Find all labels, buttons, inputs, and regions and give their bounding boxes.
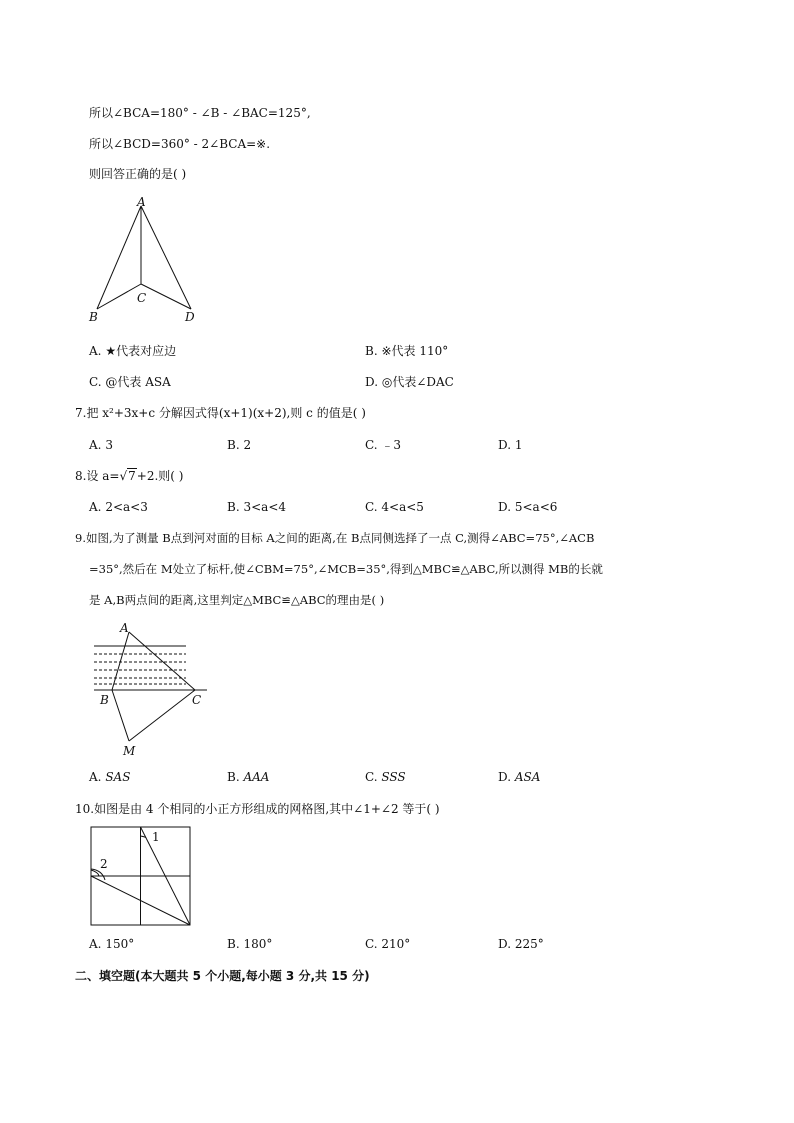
- option-letter: C.: [365, 500, 378, 514]
- q9-label-C: C: [192, 693, 202, 707]
- option-text: 210°: [381, 937, 411, 951]
- q7-option-d: [498, 437, 522, 453]
- q7-option-a: [89, 437, 113, 453]
- option-letter: A.: [89, 937, 102, 951]
- q9-label-M: M: [123, 744, 136, 758]
- q9-option-b: [227, 769, 269, 785]
- option-text: 150°: [105, 937, 135, 951]
- option-text: ◎代表∠DAC: [381, 375, 454, 389]
- q6-option-c: [89, 374, 171, 390]
- q9-label-B: B: [100, 693, 109, 707]
- question-8-stem: [75, 468, 183, 484]
- q9-option-c: [365, 769, 406, 785]
- question-9-stem-line-1: 9.如图,为了测量 B点到河对面的目标 A之间的距离,在 B点同侧选择了一点 C,测得∠ABC=75°,∠ACB: [75, 531, 595, 545]
- q10-angle-1-label: 1: [152, 830, 160, 844]
- q8-stem-suffix: +2.则( ): [136, 469, 184, 483]
- q6-option-a: [89, 343, 176, 359]
- q8-option-c: [365, 499, 424, 515]
- option-text: AAA: [243, 770, 270, 784]
- option-text: @代表 ASA: [105, 375, 171, 389]
- option-text: 3<a<4: [243, 500, 287, 514]
- proof-line-1: 所以∠BCA=180° - ∠B - ∠BAC=125°,: [89, 106, 311, 120]
- option-text: 180°: [243, 937, 273, 951]
- q9-label-A: A: [120, 621, 129, 635]
- option-letter: C.: [365, 438, 378, 452]
- question-6-prompt: 则回答正确的是( ): [89, 167, 187, 181]
- question-9-stem-line-2: =35°,然后在 M处立了标杆,使∠CBM=75°,∠MCB=35°,得到△MBC≌△ABC,所以测得 MB的长就: [89, 562, 603, 576]
- q8-radicand: 7: [128, 469, 136, 483]
- option-letter: D.: [365, 375, 379, 389]
- question-7-stem: 7.把 x²+3x+c 分解因式得(x+1)(x+2),则 c 的值是( ): [75, 406, 366, 420]
- proof-line-2: 所以∠BCD=360° - 2∠BCA=※.: [89, 137, 271, 151]
- q10-option-a: [89, 936, 134, 952]
- q10-option-d: [498, 936, 544, 952]
- question-9-stem-line-3: 是 A,B两点间的距离,这里判定△MBC≌△ABC的理由是( ): [89, 593, 385, 607]
- sqrt-sign: √: [119, 469, 128, 483]
- option-letter: A.: [89, 500, 102, 514]
- option-text: ﹣3: [381, 438, 402, 452]
- option-letter: C.: [365, 937, 378, 951]
- option-letter: B.: [227, 770, 240, 784]
- q10-option-b: [227, 936, 272, 952]
- option-text: SSS: [381, 770, 406, 784]
- q6-label-B: B: [89, 310, 98, 324]
- q10-option-c: [365, 936, 410, 952]
- q6-figure: [88, 196, 208, 326]
- q8-option-d: [498, 499, 557, 515]
- q9-option-a: [89, 769, 130, 785]
- question-10-stem: 10.如图是由 4 个相同的小正方形组成的网格图,其中∠1+∠2 等于( ): [75, 802, 440, 816]
- option-letter: D.: [498, 770, 512, 784]
- q7-option-c: [365, 437, 401, 453]
- q9-option-d: [498, 769, 540, 785]
- option-text: 3: [105, 438, 113, 452]
- option-letter: A.: [89, 770, 102, 784]
- q8-option-a: [89, 499, 148, 515]
- option-letter: A.: [89, 438, 102, 452]
- q9-figure: [92, 618, 212, 763]
- q8-option-b: [227, 499, 286, 515]
- option-letter: C.: [365, 770, 378, 784]
- option-letter: B.: [227, 937, 240, 951]
- option-letter: D.: [498, 500, 512, 514]
- option-letter: B.: [227, 438, 240, 452]
- option-text: ※代表 110°: [381, 344, 449, 358]
- option-text: 2<a<3: [105, 500, 148, 514]
- q10-angle-2-label: 2: [100, 857, 108, 871]
- q6-option-d: [365, 374, 454, 390]
- option-letter: D.: [498, 438, 512, 452]
- option-text: 1: [514, 438, 523, 452]
- option-letter: B.: [227, 500, 240, 514]
- section-heading: 二、填空题(本大题共 5 个小题,每小题 3 分,共 15 分): [75, 969, 370, 983]
- option-letter: D.: [498, 937, 512, 951]
- option-letter: A.: [89, 344, 102, 358]
- q6-label-C: C: [137, 291, 147, 305]
- q6-option-b: [365, 343, 448, 359]
- option-text: ASA: [514, 770, 541, 784]
- q6-label-A: A: [137, 195, 146, 209]
- q6-label-D: D: [185, 310, 195, 324]
- option-text: 2: [243, 438, 252, 452]
- option-text: SAS: [105, 770, 131, 784]
- option-text: 5<a<6: [514, 500, 558, 514]
- q10-figure: [90, 826, 195, 928]
- option-letter: C.: [89, 375, 102, 389]
- option-text: ★代表对应边: [105, 344, 177, 358]
- q7-option-b: [227, 437, 251, 453]
- option-text: 225°: [514, 937, 544, 951]
- option-text: 4<a<5: [381, 500, 424, 514]
- option-letter: B.: [365, 344, 378, 358]
- q8-stem-prefix: 8.设 a=: [75, 469, 120, 483]
